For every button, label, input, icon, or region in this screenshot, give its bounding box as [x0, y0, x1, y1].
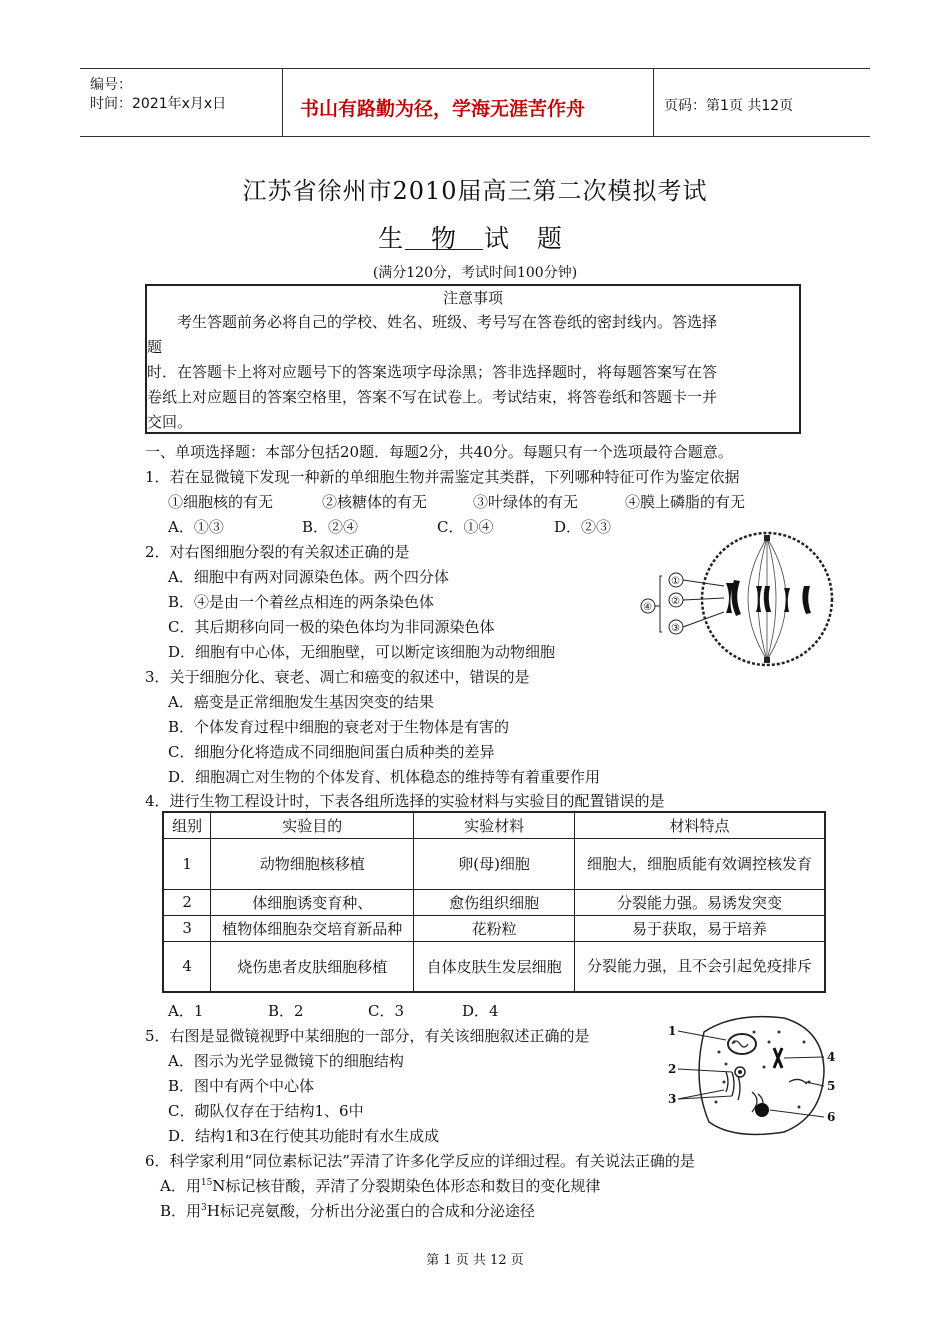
q4-stem: 4．进行生物工程设计时，下表各组所选择的实验材料与实验目的配置错误的是 — [145, 792, 665, 810]
table-cell: 1 — [163, 838, 211, 889]
q1-option-c: C．①④ — [437, 518, 494, 536]
q5-option-c: C．砌队仅存在于结构1、6中 — [168, 1102, 364, 1120]
cell-structure-figure — [664, 1012, 840, 1140]
section-heading: 一、单项选择题：本部分包括20题．每题2分，共40分。每题只有一个选项最符合题意。 — [145, 443, 733, 461]
fig2-label-2: ② — [671, 596, 680, 607]
header-top-rule — [80, 68, 870, 69]
table-cell: 2 — [163, 889, 211, 915]
notice-line-5: 交回。 — [147, 413, 193, 431]
page-footer: 第 1 页 共 12 页 — [426, 1253, 524, 1268]
q2-option-d: D．细胞有中心体，无细胞壁，可以断定该细胞为动物细胞 — [168, 643, 556, 661]
q4-option-c: C．3 — [368, 1002, 405, 1020]
q1-stem: 1．若在显微镜下发现一种新的单细胞生物并需鉴定其类群，下列哪种特征可作为鉴定依据 — [145, 468, 740, 486]
q4-table — [162, 811, 826, 993]
q2-option-c: C．其后期移向同一极的染色体均为非同源染色体 — [168, 618, 495, 636]
q2-option-b: B．④是由一个着丝点相连的两条染色体 — [168, 593, 435, 611]
q6-option-b-text: H标记亮氨酸，分析出分泌蛋白的合成和分泌途径 — [206, 1202, 535, 1220]
fig2-label-3: ③ — [671, 623, 680, 634]
table-cell: 细胞大，细胞质能有效调控核发育 — [575, 838, 826, 889]
table-header-cell: 实验目的 — [211, 812, 414, 838]
table-cell: 植物体细胞杂交培育新品种 — [211, 915, 414, 941]
subtitle-underline — [405, 249, 483, 250]
header-divider-2 — [653, 68, 654, 136]
cell-structure-drawing — [664, 1012, 840, 1140]
q1-item-4: ④膜上磷脂的有无 — [625, 493, 746, 511]
table-row — [163, 915, 825, 941]
header-divider-1 — [282, 68, 283, 136]
header-number: 编号： — [90, 77, 132, 93]
q5-option-d: D．结构1和3在行使其功能时有水生成成 — [168, 1127, 440, 1145]
table-cell: 易于获取，易于培养 — [575, 915, 826, 941]
notice-line-2: 题 — [147, 338, 163, 356]
notice-line-1: 考生答题前务必将自己的学校、姓名、班级、考号写在答卷纸的密封线内。答选择 — [147, 313, 718, 331]
table-cell: 自体皮肤生发层细胞 — [414, 941, 575, 992]
q3-option-a: A．癌变是正常细胞发生基因突变的结果 — [168, 693, 434, 711]
table-header-cell: 实验材料 — [414, 812, 575, 838]
table-cell: 3 — [163, 915, 211, 941]
q5-option-b: B．图中有两个中心体 — [168, 1077, 315, 1095]
header-motto: 书山有路勤为径，学海无涯苦作舟 — [300, 98, 586, 120]
q5-stem: 5．右图是显微镜视野中某细胞的一部分，有关该细胞叙述正确的是 — [145, 1027, 590, 1045]
q6-option-b-prefix: B．用 — [160, 1202, 202, 1220]
q4-option-d: D．4 — [462, 1002, 499, 1020]
q4-option-a: A．1 — [168, 1002, 204, 1020]
q1-item-2: ②核糖体的有无 — [322, 493, 428, 511]
header-page: 页码：第1页 共12页 — [664, 98, 794, 114]
fig5-label-5: 5 — [827, 1079, 836, 1093]
table-row — [163, 889, 825, 915]
score-note: (满分120分，考试时间100分钟) — [372, 265, 578, 281]
table-header-row — [163, 812, 825, 838]
header-time: 时间：2021年x月x日 — [90, 96, 227, 112]
table-cell: 分裂能力强。易诱发突变 — [575, 889, 826, 915]
fig2-label-4: ④ — [643, 602, 652, 613]
table-cell: 愈伤组织细胞 — [414, 889, 575, 915]
table-cell: 花粉粒 — [414, 915, 575, 941]
page-title: 江苏省徐州市2010届高三第二次模拟考试 — [242, 177, 708, 205]
q2-option-a: A．细胞中有两对同源染色体。两个四分体 — [168, 568, 449, 586]
q4-option-b: B．2 — [268, 1002, 304, 1020]
q3-option-d: D．细胞凋亡对生物的个体发育、机体稳态的维持等有着重要作用 — [168, 768, 601, 786]
q6-option-a — [160, 1175, 600, 1196]
q3-option-b: B．个体发育过程中细胞的衰老对于生物体是有害的 — [168, 718, 510, 736]
q1-item-1: ①细胞核的有无 — [168, 493, 274, 511]
q3-option-c: C．细胞分化将造成不同细胞间蛋白质种类的差异 — [168, 743, 495, 761]
notice-box — [145, 284, 801, 434]
notice-heading: 注意事项 — [442, 289, 503, 307]
subtitle-text: 生 物 试 题 — [378, 224, 572, 253]
cell-division-drawing — [634, 528, 834, 670]
fig2-label-1: ① — [671, 576, 680, 587]
q2-stem: 2．对右图细胞分裂的有关叙述正确的是 — [145, 543, 410, 561]
fig5-label-6: 6 — [827, 1110, 836, 1124]
notice-line-4: 卷纸上对应题目的答案空格里，答案不写在试卷上。考试结束，将答卷纸和答题卡一并 — [147, 388, 718, 406]
table-cell: 4 — [163, 941, 211, 992]
fig5-label-3: 3 — [668, 1092, 677, 1106]
q3-stem: 3．关于细胞分化、衰老、凋亡和癌变的叙述中，错误的是 — [145, 668, 530, 686]
q6-option-b-isotope: 3 — [201, 1203, 207, 1213]
table-cell: 卵(母)细胞 — [414, 838, 575, 889]
q1-option-d: D．②③ — [554, 518, 612, 536]
q1-item-3: ③叶绿体的有无 — [473, 493, 579, 511]
table-cell: 分裂能力强，且不会引起免疫排斥 — [575, 941, 826, 992]
q6-option-b — [160, 1200, 535, 1221]
q1-option-b: B．②④ — [302, 518, 359, 536]
fig5-label-2: 2 — [668, 1062, 677, 1076]
fig5-label-4: 4 — [827, 1050, 836, 1064]
q6-option-a-isotope: 15 — [200, 1178, 213, 1188]
header-bottom-rule — [80, 136, 870, 137]
fig5-label-1: 1 — [668, 1024, 677, 1038]
table-cell: 动物细胞核移植 — [211, 838, 414, 889]
table-cell: 烧伤患者皮肤细胞移植 — [211, 941, 414, 992]
notice-line-3: 时．在答题卡上将对应题号下的答案选项字母涂黑；答非选择题时，将每题答案写在答 — [147, 363, 718, 381]
q6-option-a-prefix: A．用 — [160, 1177, 201, 1195]
table-row — [163, 838, 825, 889]
q1-option-a: A．①③ — [168, 518, 224, 536]
table-cell: 体细胞诱变育种、 — [211, 889, 414, 915]
q6-option-a-text: N标记核苷酸，弄清了分裂期染色体形态和数目的变化规律 — [212, 1177, 601, 1195]
table-row — [163, 941, 825, 992]
q6-stem: 6．科学家利用“同位素标记法”弄清了许多化学反应的详细过程。有关说法正确的是 — [145, 1152, 695, 1170]
table-header-cell: 组别 — [163, 812, 211, 838]
table-header-cell: 材料特点 — [575, 812, 826, 838]
cell-division-figure — [634, 528, 834, 670]
q5-option-a: A．图示为光学显微镜下的细胞结构 — [168, 1052, 404, 1070]
